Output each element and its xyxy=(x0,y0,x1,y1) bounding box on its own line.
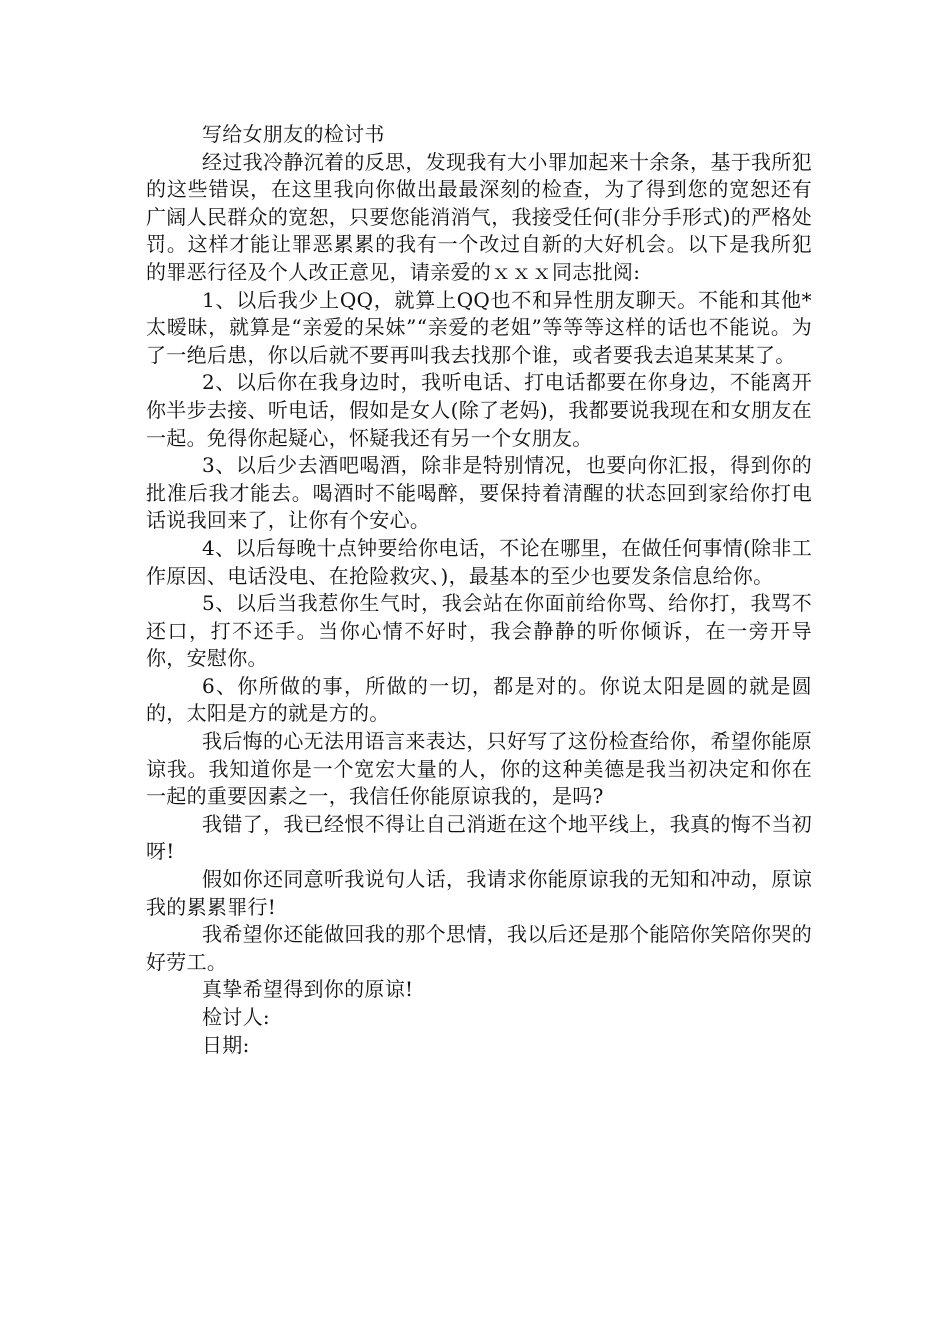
paragraph-hope: 我希望你还能做回我的那个思情，我以后还是那个能陪你笑陪你哭的好劳工。 xyxy=(146,922,812,974)
paragraph-regret: 我后悔的心无法用语言来表达，只好写了这份检查给你，希望你能原谅我。我知道你是一个宽宏大量的人，你的这种美德是我当初决定和你在一起的重要因素之一，我信任你能原谅我的，是吗? xyxy=(146,729,812,809)
document-title: 写给女朋友的检讨书 xyxy=(202,122,385,146)
paragraph-item-5: 5、以后当我惹你生气时，我会站在你面前给你骂、给你打，我骂不还口，打不还手。当你心情不好时，我会静静的听你倾诉，在一旁开导你，安慰你。 xyxy=(146,591,812,671)
paragraph-intro: 经过我冷静沉着的反思，发现我有大小罪加起来十余条，基于我所犯的这些错误，在这里我向你做出最最深刻的检查，为了得到您的宽恕还有广阔人民群众的宽恕，只要您能消消气，我接受任何(非分手形式)的严格处罚。这样才能让罪恶累累的我有一个改过自新的大好机会。以下是我所犯的罪恶行径及个人改正意见，请亲爱的ｘｘｘ同志批阅: xyxy=(146,149,812,284)
paragraph-item-4: 4、以后每晚十点钟要给你电话，不论在哪里，在做任何事情(除非工作原因、电话没电、在抢险救灾、)，最基本的至少也要发条信息给你。 xyxy=(146,535,812,588)
paragraph-request: 假如你还同意听我说句人话，我请求你能原谅我的无知和冲动，原谅我的累累罪行! xyxy=(146,867,812,919)
paragraph-closing: 真挚希望得到你的原谅! xyxy=(202,977,414,1002)
document-body xyxy=(146,121,812,1059)
paragraph-item-1: 1、以后我少上QQ，就算上QQ也不和异性朋友聊天。不能和其他*太暧昧，就算是“亲爱的呆妹”“亲爱的老姐”等等等这样的话也不能说。为了一绝后患，你以后就不要再叫我去找那个谁，或者要我去追某某某了。 xyxy=(146,287,812,367)
paragraph-apology: 我错了，我已经恨不得让自己消逝在这个地平线上，我真的悔不当初呀! xyxy=(146,811,812,864)
date-line: 日期: xyxy=(202,1032,250,1057)
signature-line: 检讨人: xyxy=(202,1005,270,1029)
paragraph-item-2: 2、以后你在我身边时，我听电话、打电话都要在你身边，不能离开你半步去接、听电话，假如是女人(除了老妈)，我都要说我现在和女朋友在一起。免得你起疑心，怀疑我还有另一个女朋友。 xyxy=(146,370,812,450)
paragraph-item-6: 6、你所做的事，所做的一切，都是对的。你说太阳是圆的就是圆的，太阳是方的就是方的。 xyxy=(146,673,812,726)
paragraph-item-3: 3、以后少去酒吧喝酒，除非是特别情况，也要向你汇报，得到你的批准后我才能去。喝酒时不能喝醉，要保持着清醒的状态回到家给你打电话说我回来了，让你有个安心。 xyxy=(146,453,812,533)
